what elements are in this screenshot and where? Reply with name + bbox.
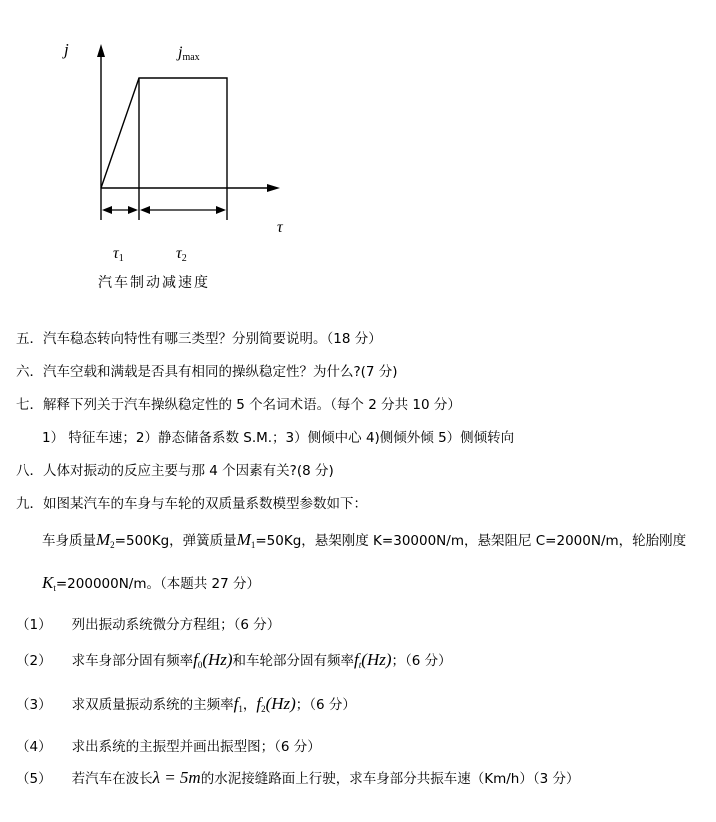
wheel-mass-symbol: $M_1$ (236, 530, 256, 550)
t1-arrow-right (128, 206, 138, 214)
sub-question-5 (16, 767, 579, 788)
sub-question-text: ；（6 分） (391, 653, 452, 669)
sub-question-text: 求车身部分固有频率 (71, 653, 194, 669)
sub-question-4 (16, 735, 321, 755)
y-axis-label: j (64, 40, 69, 59)
sub-question-text: 的水泥接缝路面上行驶，求车身部分共振车速（Km/h）（3 分） (200, 771, 580, 787)
sub-question-text: 求双质量振动系统的主频率 (71, 697, 234, 713)
sub-question-number: （1） (16, 617, 52, 633)
sub-question-number: （3） (16, 697, 52, 713)
wavelength-formula: λ = 5m (152, 768, 201, 787)
sub-question-text: 若汽车在波长 (71, 771, 153, 787)
sub-question-text: 和车轮部分固有频率 (232, 653, 355, 669)
body-mass-symbol: $M_2$ (96, 530, 115, 550)
question-5: 五．汽车稳态转向特性有哪三类型？分别简要说明。（18 分） (16, 331, 382, 347)
question-9-params-line2 (42, 572, 260, 593)
x-axis-arrowhead (267, 184, 280, 192)
t2-arrow-right (216, 206, 226, 214)
ft-symbol: $f_t(Hz)$ (354, 650, 392, 670)
t1-label: τ1 (113, 245, 124, 264)
f2-symbol: $f_2(Hz)$ (256, 694, 296, 714)
question-7: 七．解释下列关于汽车操纵稳定性的 5 个名词术语。（每个 2 分共 10 分） (16, 397, 461, 413)
param-text: =200000N/m。（本题共 27 分） (55, 576, 261, 592)
peak-label: jmax (178, 44, 200, 63)
sub-question-number: （4） (16, 739, 52, 755)
sub-question-number: （2） (16, 653, 52, 669)
figure-caption: 汽车制动减速度 (98, 275, 210, 291)
question-7-terms: 1） 特征车速；2）静态储备系数 S.M.；3）侧倾中心 4)侧倾外倾 5）侧倾转向 (42, 430, 515, 446)
deceleration-curve (101, 78, 227, 188)
y-axis-arrowhead (97, 44, 105, 57)
tire-stiffness-symbol: $K_t$ (42, 573, 56, 593)
sub-question-text: ；（6 分） (295, 697, 356, 713)
sub-question-text: 列出振动系统微分方程组；（6 分） (71, 617, 281, 633)
x-axis-label: τ (277, 219, 283, 236)
sub-question-number: （5） (16, 771, 52, 787)
deceleration-figure (0, 0, 320, 300)
question-9-params-line1 (42, 529, 686, 550)
param-text: 车身质量 (42, 533, 96, 549)
t1-arrow-left (102, 206, 112, 214)
question-9: 九．如图某汽车的车身与车轮的双质量系数模型参数如下： (16, 496, 367, 512)
param-text: =50Kg，悬架刚度 K=30000N/m，悬架阻尼 C=2000N/m，轮胎刚度 (255, 533, 687, 549)
sub-question-text: 求出系统的主振型并画出振型图；（6 分） (71, 739, 321, 755)
f1-symbol: $f_1$ (233, 694, 243, 714)
f0-symbol: $f_0(Hz)$ (193, 650, 233, 670)
question-6: 六．汽车空载和满载是否具有相同的操纵稳定性？为什么?(7 分) (16, 364, 398, 380)
question-8: 八．人体对振动的反应主要与那 4 个因素有关?(8 分) (16, 463, 334, 479)
sub-question-2 (16, 649, 452, 670)
t2-arrow-left (140, 206, 150, 214)
param-text: =500Kg，弹簧质量 (114, 533, 237, 549)
sub-question-3 (16, 693, 356, 714)
t2-label: τ2 (176, 245, 187, 264)
separator: ， (242, 697, 257, 713)
sub-question-1 (16, 613, 280, 633)
